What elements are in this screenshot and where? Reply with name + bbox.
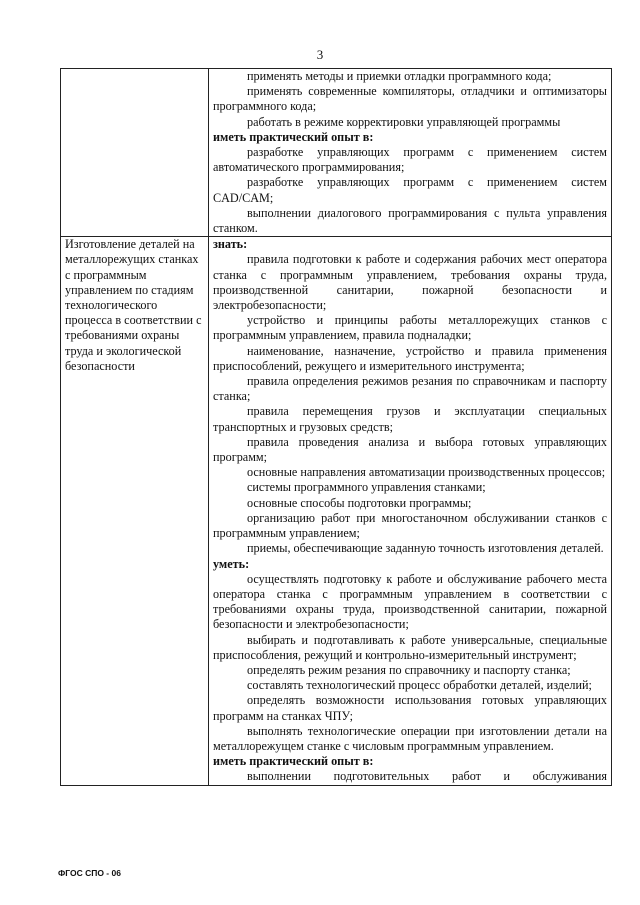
activity-title: Изготовление деталей на металлорежущих станках с программным управлением по стадиям технологического процесса в соответствии с требованиями охраны труда и экологической безопасности bbox=[65, 237, 202, 373]
section-heading-practice: иметь практический опыт в: bbox=[213, 754, 374, 769]
list-item: правила определения режимов резания по справочникам и паспорту станка; bbox=[213, 374, 607, 404]
list-item: выполнении подготовительных работ и обслуживания bbox=[247, 769, 607, 784]
list-item: составлять технологический процесс обработки деталей, изделий; bbox=[247, 678, 592, 693]
list-item: основные направления автоматизации производственных процессов; bbox=[247, 465, 606, 480]
list-item: правила проведения анализа и выбора готовых управляющих программ; bbox=[213, 434, 607, 465]
list-item: разработке управляющих программ с применением систем CAD/CAM; bbox=[213, 175, 607, 205]
list-item: выбирать и подготавливать к работе универсальные, специальные приспособления, режущий и контрольно-измерительный инструмент; bbox=[213, 632, 607, 662]
list-item: применять современные компиляторы, отладчики и оптимизаторы программного кода; bbox=[213, 84, 607, 114]
section-heading-skill: уметь: bbox=[213, 556, 250, 571]
list-item: организацию работ при многостаночном обслуживании станков с программным управлением; bbox=[213, 510, 607, 541]
list-item: системы программного управления станками; bbox=[247, 480, 486, 495]
row1-right-cell bbox=[209, 69, 612, 237]
list-item: применять методы и приемки отладки программного кода; bbox=[247, 69, 552, 83]
section-heading-practice: иметь практический опыт в: bbox=[213, 129, 374, 144]
row2-left-cell bbox=[61, 237, 209, 785]
list-item: осуществлять подготовку к работе и обслуживание рабочего места оператора станка с программным управлением в соответствии с требованиями охраны труда, производственной санитарии, пожарной безопасности и электробезопасности; bbox=[213, 571, 607, 632]
row1-left-cell bbox=[61, 69, 209, 237]
list-item: наименование, назначение, устройство и правила применения приспособлений, режущего и измерительного инструмента; bbox=[213, 343, 607, 373]
row2-right-cell bbox=[209, 237, 612, 785]
list-item: разработке управляющих программ с применением систем автоматического программирования; bbox=[213, 145, 607, 175]
list-item: устройство и принципы работы металлорежущих станков с программным управлением, правила подналадки; bbox=[213, 313, 607, 343]
list-item: правила подготовки к работе и содержания рабочих мест оператора станка с программным управлением, требования охраны труда, производственной санитарии, пожарной безопасности и электробезопасности; bbox=[213, 252, 607, 313]
page-number: 3 bbox=[316, 47, 324, 62]
list-item: определять режим резания по справочнику и паспорту станка; bbox=[247, 662, 571, 677]
table-row bbox=[61, 237, 612, 785]
table-row bbox=[61, 69, 612, 237]
list-item: правила перемещения грузов и эксплуатации специальных транспортных и грузовых средств; bbox=[213, 404, 607, 434]
list-item: выполнении диалогового программирования с пульта управления станком. bbox=[213, 205, 607, 236]
list-item: выполнять технологические операции при изготовлении детали на металлорежущем станке с числовым программным управлением. bbox=[213, 723, 607, 753]
footer-code: ФГОС СПО - 06 bbox=[58, 868, 121, 878]
list-item: основные способы подготовки программы; bbox=[247, 495, 472, 510]
section-heading-know: знать: bbox=[213, 237, 248, 252]
list-item: работать в режиме корректировки управляющей программы bbox=[247, 114, 561, 129]
competency-table bbox=[60, 68, 612, 786]
list-item: определять возможности использования готовых управляющих программ на станках ЧПУ; bbox=[213, 693, 607, 723]
list-item: приемы, обеспечивающие заданную точность изготовления деталей. bbox=[247, 541, 604, 556]
